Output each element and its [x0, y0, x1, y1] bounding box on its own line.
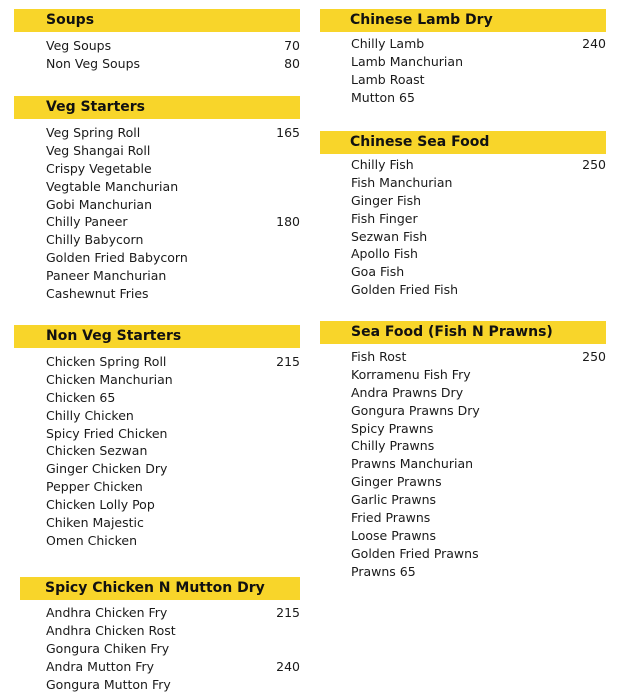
- item-name: Paneer Manchurian: [46, 268, 167, 284]
- menu-item: [351, 420, 606, 438]
- menu-item: [46, 622, 300, 640]
- menu-item: [46, 285, 300, 303]
- menu-item: [46, 196, 300, 214]
- menu-item: [46, 425, 300, 443]
- menu-item: [46, 460, 300, 478]
- menu-item: [351, 366, 606, 384]
- menu-item: [46, 37, 300, 55]
- item-name: Spicy Fried Chicken: [46, 425, 168, 441]
- menu-item: [351, 263, 606, 281]
- item-price: 180: [276, 214, 300, 230]
- section-title: Chinese Lamb Dry: [320, 9, 606, 32]
- item-price: 250: [582, 349, 606, 364]
- menu-item: [351, 527, 606, 545]
- menu-item: [46, 55, 300, 73]
- menu-item: [46, 389, 300, 407]
- item-name: Prawns Manchurian: [351, 456, 474, 472]
- menu-item: [46, 496, 300, 514]
- item-name: Veg Spring Roll: [46, 125, 141, 140]
- menu-item: [46, 160, 300, 178]
- menu-item: [351, 53, 606, 71]
- item-price: 240: [276, 658, 300, 674]
- item-name: Lamb Manchurian: [351, 53, 463, 69]
- menu-item: [351, 192, 606, 210]
- item-price: 165: [276, 125, 300, 140]
- item-list: [46, 353, 300, 550]
- item-name: Ginger Prawns: [351, 474, 442, 490]
- menu-item: [351, 491, 606, 509]
- item-name: Gongura Prawns Dry: [351, 402, 480, 418]
- menu-item: [46, 514, 300, 532]
- section-title: Sea Food (Fish N Prawns): [320, 321, 606, 344]
- menu-item: [351, 473, 606, 491]
- item-name: Andra Mutton Fry: [46, 658, 155, 674]
- menu-item: [46, 371, 300, 389]
- section-chinese-lamb-dry: [320, 9, 606, 107]
- menu-item: [46, 124, 300, 142]
- item-name: Chilly Babycorn: [46, 232, 144, 248]
- item-name: Chilly Lamb: [351, 36, 425, 51]
- menu-item: [351, 437, 606, 455]
- item-name: Omen Chicken: [46, 532, 138, 548]
- menu-item: [46, 442, 300, 460]
- item-name: Chicken Lolly Pop: [46, 497, 155, 513]
- menu-item: [351, 402, 606, 420]
- menu-item: [46, 478, 300, 496]
- item-name: Cashewnut Fries: [46, 286, 149, 302]
- item-name: Fish Rost: [351, 349, 407, 364]
- item-name: Mutton 65: [351, 89, 415, 105]
- section-spicy-chicken-mutton-dry: [14, 577, 300, 693]
- section-title: Non Veg Starters: [14, 325, 300, 348]
- item-price: 70: [284, 38, 300, 53]
- section-soups: [14, 9, 300, 73]
- item-name: Chicken 65: [46, 389, 116, 405]
- section-title: Spicy Chicken N Mutton Dry: [20, 577, 300, 600]
- item-list: [351, 156, 606, 299]
- menu-item: [351, 281, 606, 299]
- item-name: Chilly Prawns: [351, 438, 435, 454]
- item-name: Veg Soups: [46, 38, 112, 53]
- item-name: Chicken Spring Roll: [46, 354, 167, 369]
- item-name: Gongura Chiken Fry: [46, 640, 170, 656]
- item-name: Crispy Vegetable: [46, 160, 152, 176]
- item-name: Chicken Manchurian: [46, 371, 173, 387]
- menu-item: [46, 267, 300, 285]
- section-title: Soups: [14, 9, 300, 32]
- menu-item: [351, 455, 606, 473]
- item-name: Pepper Chicken: [46, 479, 143, 495]
- menu-item: [351, 89, 606, 107]
- item-list: [351, 35, 606, 107]
- menu-item: [46, 178, 300, 196]
- item-name: Andhra Chicken Rost: [46, 622, 176, 638]
- menu-item: [351, 174, 606, 192]
- item-name: Fish Finger: [351, 210, 418, 226]
- item-price: 250: [582, 157, 606, 172]
- item-name: Chicken Sezwan: [46, 443, 148, 459]
- menu-item: [46, 353, 300, 371]
- item-name: Goa Fish: [351, 264, 405, 280]
- item-list: [46, 124, 300, 303]
- item-price: 240: [582, 36, 606, 51]
- section-chinese-sea-food: [320, 131, 606, 299]
- menu-item: [46, 142, 300, 160]
- item-name: Veg Shangai Roll: [46, 142, 151, 158]
- section-title: Chinese Sea Food: [320, 131, 606, 154]
- menu-item: [46, 658, 300, 676]
- item-name: Golden Fried Fish: [351, 282, 459, 298]
- section-non-veg-starters: [14, 325, 300, 550]
- item-price: 215: [276, 605, 300, 620]
- item-price: 80: [284, 55, 300, 71]
- item-name: Andra Prawns Dry: [351, 384, 464, 400]
- section-sea-food-fish-prawns: [320, 321, 606, 581]
- menu-item: [46, 640, 300, 658]
- section-title: Veg Starters: [14, 96, 300, 119]
- item-name: Apollo Fish: [351, 246, 418, 262]
- menu-item: [46, 532, 300, 550]
- item-name: Chiken Majestic: [46, 515, 144, 531]
- menu-item: [351, 228, 606, 246]
- item-price: 215: [276, 354, 300, 369]
- item-name: Vegtable Manchurian: [46, 178, 179, 194]
- menu-item: [351, 545, 606, 563]
- menu-item: [351, 35, 606, 53]
- menu-item: [351, 348, 606, 366]
- item-list: [46, 37, 300, 73]
- menu-item: [351, 509, 606, 527]
- item-name: Sezwan Fish: [351, 228, 428, 244]
- item-name: Ginger Fish: [351, 192, 422, 208]
- item-name: Golden Fried Prawns: [351, 545, 479, 561]
- item-name: Andhra Chicken Fry: [46, 605, 168, 620]
- menu-item: [46, 407, 300, 425]
- menu-item: [351, 156, 606, 174]
- item-name: Fish Manchurian: [351, 174, 453, 190]
- menu-item: [46, 213, 300, 231]
- item-name: Lamb Roast: [351, 71, 425, 87]
- item-name: Fried Prawns: [351, 510, 431, 526]
- item-name: Prawns 65: [351, 563, 416, 579]
- item-name: Golden Fried Babycorn: [46, 250, 188, 266]
- menu-item: [351, 210, 606, 228]
- item-name: Ginger Chicken Dry: [46, 461, 168, 477]
- item-name: Chilly Chicken: [46, 407, 134, 423]
- item-name: Gobi Manchurian: [46, 196, 152, 212]
- item-name: Gongura Mutton Fry: [46, 676, 171, 692]
- item-name: Non Veg Soups: [46, 55, 141, 71]
- menu-item: [46, 676, 300, 694]
- item-name: Garlic Prawns: [351, 492, 437, 508]
- menu-item: [351, 71, 606, 89]
- menu-item: [351, 245, 606, 263]
- item-name: Chilly Paneer: [46, 214, 128, 230]
- menu-item: [46, 249, 300, 267]
- menu-item: [46, 604, 300, 622]
- menu-item: [351, 563, 606, 581]
- menu-item: [351, 384, 606, 402]
- item-name: Korramenu Fish Fry: [351, 366, 471, 382]
- item-list: [351, 348, 606, 581]
- menu-item: [46, 231, 300, 249]
- item-name: Spicy Prawns: [351, 420, 434, 436]
- item-name: Chilly Fish: [351, 157, 414, 172]
- item-list: [46, 604, 300, 693]
- section-veg-starters: [14, 96, 300, 303]
- item-name: Loose Prawns: [351, 527, 436, 543]
